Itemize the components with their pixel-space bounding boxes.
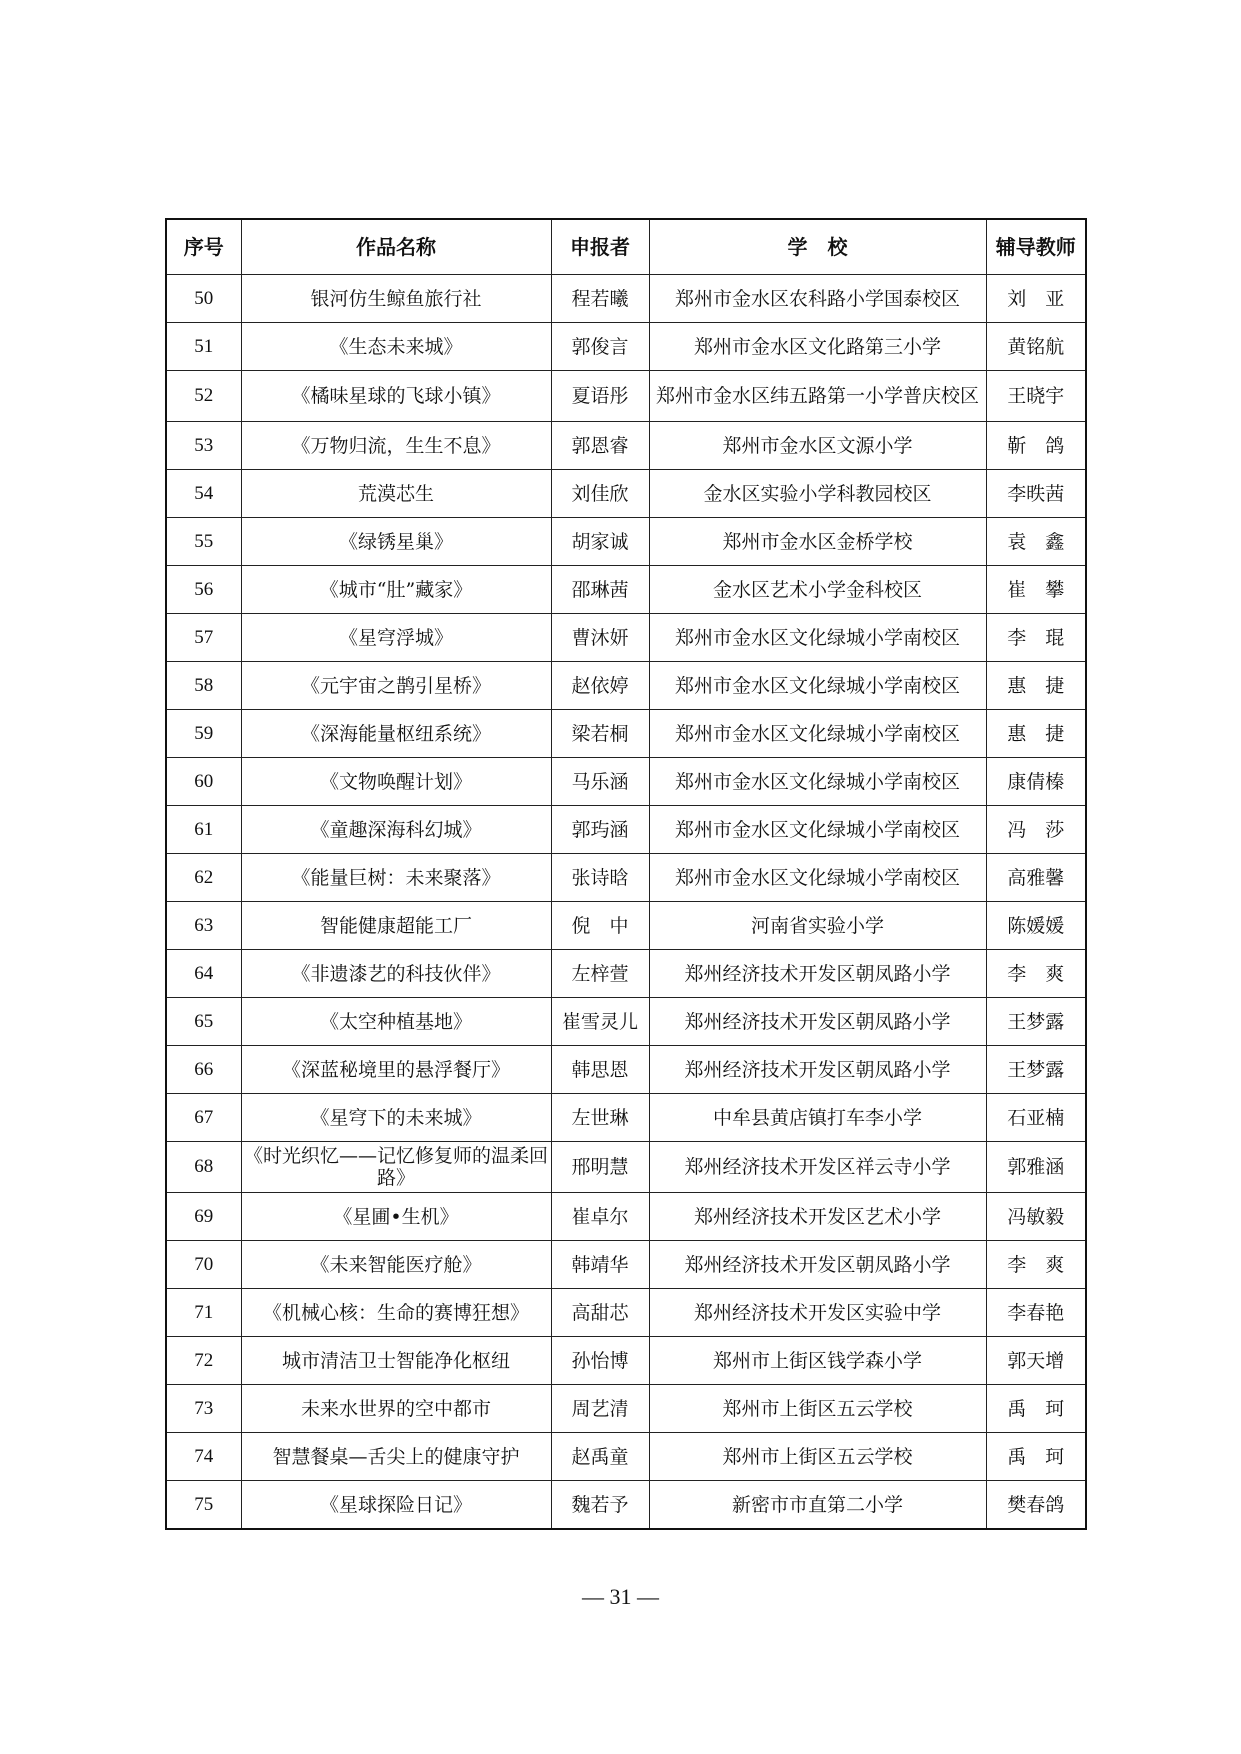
cell-index: 57 [166, 614, 241, 662]
cell-school: 郑州市金水区农科路小学国泰校区 [649, 275, 986, 323]
cell-teacher: 惠 捷 [986, 710, 1086, 758]
cell-index: 74 [166, 1433, 241, 1481]
cell-work-title: 《绿锈星巢》 [241, 518, 551, 566]
table-row [166, 950, 1086, 998]
cell-school: 郑州经济技术开发区朝凤路小学 [649, 998, 986, 1046]
table-row [166, 1142, 1086, 1193]
cell-work-title: 《生态未来城》 [241, 323, 551, 371]
cell-applicant: 邵琳茜 [551, 566, 649, 614]
table-row [166, 710, 1086, 758]
table-row [166, 470, 1086, 518]
cell-school: 郑州市金水区文源小学 [649, 422, 986, 470]
header-applicant: 申报者 [551, 219, 649, 275]
table-row [166, 1385, 1086, 1433]
header-index: 序号 [166, 219, 241, 275]
cell-teacher: 王梦露 [986, 998, 1086, 1046]
cell-teacher: 冯敏毅 [986, 1193, 1086, 1241]
cell-school: 中牟县黄店镇打车李小学 [649, 1094, 986, 1142]
cell-school: 金水区实验小学科教园校区 [649, 470, 986, 518]
cell-index: 61 [166, 806, 241, 854]
table-body [166, 275, 1086, 1530]
cell-index: 69 [166, 1193, 241, 1241]
cell-school: 郑州经济技术开发区祥云寺小学 [649, 1142, 986, 1193]
cell-applicant: 赵禹童 [551, 1433, 649, 1481]
cell-work-title: 《深海能量枢纽系统》 [241, 710, 551, 758]
cell-work-title: 《太空种植基地》 [241, 998, 551, 1046]
cell-school: 郑州经济技术开发区朝凤路小学 [649, 950, 986, 998]
cell-work-title: 智能健康超能工厂 [241, 902, 551, 950]
table-row [166, 806, 1086, 854]
table-row [166, 275, 1086, 323]
cell-applicant: 左梓萱 [551, 950, 649, 998]
awards-table [165, 218, 1087, 1530]
cell-school: 郑州市金水区文化绿城小学南校区 [649, 854, 986, 902]
table-row [166, 1481, 1086, 1530]
cell-school: 郑州经济技术开发区艺术小学 [649, 1193, 986, 1241]
table-row [166, 518, 1086, 566]
cell-index: 53 [166, 422, 241, 470]
cell-applicant: 周艺清 [551, 1385, 649, 1433]
cell-work-title: 未来水世界的空中都市 [241, 1385, 551, 1433]
cell-applicant: 韩思恩 [551, 1046, 649, 1094]
table-row [166, 1337, 1086, 1385]
cell-index: 50 [166, 275, 241, 323]
cell-teacher: 禹 珂 [986, 1433, 1086, 1481]
cell-index: 67 [166, 1094, 241, 1142]
cell-teacher: 王晓宇 [986, 371, 1086, 422]
table-row [166, 854, 1086, 902]
cell-index: 60 [166, 758, 241, 806]
cell-work-title: 荒漠芯生 [241, 470, 551, 518]
cell-index: 58 [166, 662, 241, 710]
cell-applicant: 刘佳欣 [551, 470, 649, 518]
cell-work-title: 《能量巨树：未来聚落》 [241, 854, 551, 902]
cell-index: 59 [166, 710, 241, 758]
table-row [166, 323, 1086, 371]
cell-work-title: 《万物归流，生生不息》 [241, 422, 551, 470]
table-row [166, 1241, 1086, 1289]
cell-applicant: 赵依婷 [551, 662, 649, 710]
cell-applicant: 程若曦 [551, 275, 649, 323]
cell-teacher: 郭天增 [986, 1337, 1086, 1385]
cell-index: 66 [166, 1046, 241, 1094]
cell-teacher: 李 琨 [986, 614, 1086, 662]
table-header [166, 219, 1086, 275]
cell-work-title: 《橘味星球的飞球小镇》 [241, 371, 551, 422]
cell-teacher: 陈媛媛 [986, 902, 1086, 950]
cell-teacher: 刘 亚 [986, 275, 1086, 323]
cell-applicant: 倪 中 [551, 902, 649, 950]
cell-work-title: 《元宇宙之鹊引星桥》 [241, 662, 551, 710]
cell-work-title: 城市清洁卫士智能净化枢纽 [241, 1337, 551, 1385]
cell-teacher: 禹 珂 [986, 1385, 1086, 1433]
cell-index: 71 [166, 1289, 241, 1337]
cell-work-title: 《童趣深海科幻城》 [241, 806, 551, 854]
cell-applicant: 张诗晗 [551, 854, 649, 902]
cell-applicant: 夏语彤 [551, 371, 649, 422]
cell-teacher: 冯 莎 [986, 806, 1086, 854]
cell-index: 70 [166, 1241, 241, 1289]
cell-school: 郑州经济技术开发区实验中学 [649, 1289, 986, 1337]
cell-applicant: 韩靖华 [551, 1241, 649, 1289]
cell-work-title: 《时光织忆——记忆修复师的温柔回路》 [241, 1142, 551, 1193]
table-row [166, 566, 1086, 614]
cell-work-title: 《机械心核：生命的赛博狂想》 [241, 1289, 551, 1337]
cell-school: 郑州市金水区文化绿城小学南校区 [649, 662, 986, 710]
cell-teacher: 李 爽 [986, 950, 1086, 998]
header-school: 学 校 [649, 219, 986, 275]
cell-school: 郑州市上街区五云学校 [649, 1385, 986, 1433]
cell-teacher: 石亚楠 [986, 1094, 1086, 1142]
cell-applicant: 邢明慧 [551, 1142, 649, 1193]
table-row [166, 1433, 1086, 1481]
table-row [166, 998, 1086, 1046]
cell-school: 郑州市金水区文化绿城小学南校区 [649, 710, 986, 758]
table-row [166, 902, 1086, 950]
cell-work-title: 《非遗漆艺的科技伙伴》 [241, 950, 551, 998]
table-row [166, 1193, 1086, 1241]
cell-index: 72 [166, 1337, 241, 1385]
cell-applicant: 曹沐妍 [551, 614, 649, 662]
page-number: — 31 — [582, 1584, 659, 1609]
cell-applicant: 胡家诚 [551, 518, 649, 566]
cell-school: 郑州经济技术开发区朝凤路小学 [649, 1241, 986, 1289]
cell-teacher: 王梦露 [986, 1046, 1086, 1094]
cell-school: 河南省实验小学 [649, 902, 986, 950]
header-work-title: 作品名称 [241, 219, 551, 275]
header-row [166, 219, 1086, 275]
table-row [166, 662, 1086, 710]
cell-work-title: 《文物唤醒计划》 [241, 758, 551, 806]
table-row [166, 614, 1086, 662]
cell-school: 郑州市上街区五云学校 [649, 1433, 986, 1481]
cell-applicant: 高甜芯 [551, 1289, 649, 1337]
cell-work-title: 《星球探险日记》 [241, 1481, 551, 1530]
cell-teacher: 康倩榛 [986, 758, 1086, 806]
cell-teacher: 靳 鸽 [986, 422, 1086, 470]
cell-index: 63 [166, 902, 241, 950]
cell-applicant: 孙怡博 [551, 1337, 649, 1385]
cell-applicant: 魏若予 [551, 1481, 649, 1530]
cell-teacher: 郭雅涵 [986, 1142, 1086, 1193]
cell-index: 51 [166, 323, 241, 371]
cell-index: 64 [166, 950, 241, 998]
cell-school: 新密市市直第二小学 [649, 1481, 986, 1530]
cell-school: 郑州市金水区文化绿城小学南校区 [649, 614, 986, 662]
cell-work-title: 《星穹浮城》 [241, 614, 551, 662]
cell-teacher: 惠 捷 [986, 662, 1086, 710]
table-row [166, 758, 1086, 806]
cell-applicant: 郭俊言 [551, 323, 649, 371]
cell-teacher: 黄铭航 [986, 323, 1086, 371]
cell-school: 郑州市金水区文化绿城小学南校区 [649, 758, 986, 806]
cell-applicant: 崔卓尔 [551, 1193, 649, 1241]
cell-applicant: 郭恩睿 [551, 422, 649, 470]
cell-index: 73 [166, 1385, 241, 1433]
table-row [166, 422, 1086, 470]
cell-teacher: 高雅馨 [986, 854, 1086, 902]
cell-school: 郑州市金水区金桥学校 [649, 518, 986, 566]
cell-applicant: 崔雪灵儿 [551, 998, 649, 1046]
cell-index: 65 [166, 998, 241, 1046]
cell-index: 55 [166, 518, 241, 566]
cell-index: 75 [166, 1481, 241, 1530]
cell-school: 金水区艺术小学金科校区 [649, 566, 986, 614]
cell-teacher: 袁 鑫 [986, 518, 1086, 566]
cell-teacher: 李春艳 [986, 1289, 1086, 1337]
cell-applicant: 左世琳 [551, 1094, 649, 1142]
table-row [166, 371, 1086, 422]
table-row [166, 1046, 1086, 1094]
cell-index: 54 [166, 470, 241, 518]
cell-teacher: 李 爽 [986, 1241, 1086, 1289]
cell-work-title: 《城市“肚”藏家》 [241, 566, 551, 614]
cell-teacher: 樊春鸽 [986, 1481, 1086, 1530]
cell-work-title: 智慧餐桌—舌尖上的健康守护 [241, 1433, 551, 1481]
cell-work-title: 《星圃•生机》 [241, 1193, 551, 1241]
cell-work-title: 《星穹下的未来城》 [241, 1094, 551, 1142]
cell-work-title: 《未来智能医疗舱》 [241, 1241, 551, 1289]
cell-teacher: 李昳茜 [986, 470, 1086, 518]
cell-applicant: 郭玙涵 [551, 806, 649, 854]
cell-work-title: 银河仿生鲸鱼旅行社 [241, 275, 551, 323]
cell-work-title: 《深蓝秘境里的悬浮餐厅》 [241, 1046, 551, 1094]
cell-applicant: 马乐涵 [551, 758, 649, 806]
cell-index: 62 [166, 854, 241, 902]
cell-teacher: 崔 攀 [986, 566, 1086, 614]
table-row [166, 1289, 1086, 1337]
cell-school: 郑州市金水区文化绿城小学南校区 [649, 806, 986, 854]
header-teacher: 辅导教师 [986, 219, 1086, 275]
cell-index: 56 [166, 566, 241, 614]
table-row [166, 1094, 1086, 1142]
cell-school: 郑州市上街区钱学森小学 [649, 1337, 986, 1385]
cell-school: 郑州市金水区纬五路第一小学普庆校区 [649, 371, 986, 422]
cell-index: 68 [166, 1142, 241, 1193]
cell-school: 郑州市金水区文化路第三小学 [649, 323, 986, 371]
cell-applicant: 梁若桐 [551, 710, 649, 758]
cell-index: 52 [166, 371, 241, 422]
cell-school: 郑州经济技术开发区朝凤路小学 [649, 1046, 986, 1094]
